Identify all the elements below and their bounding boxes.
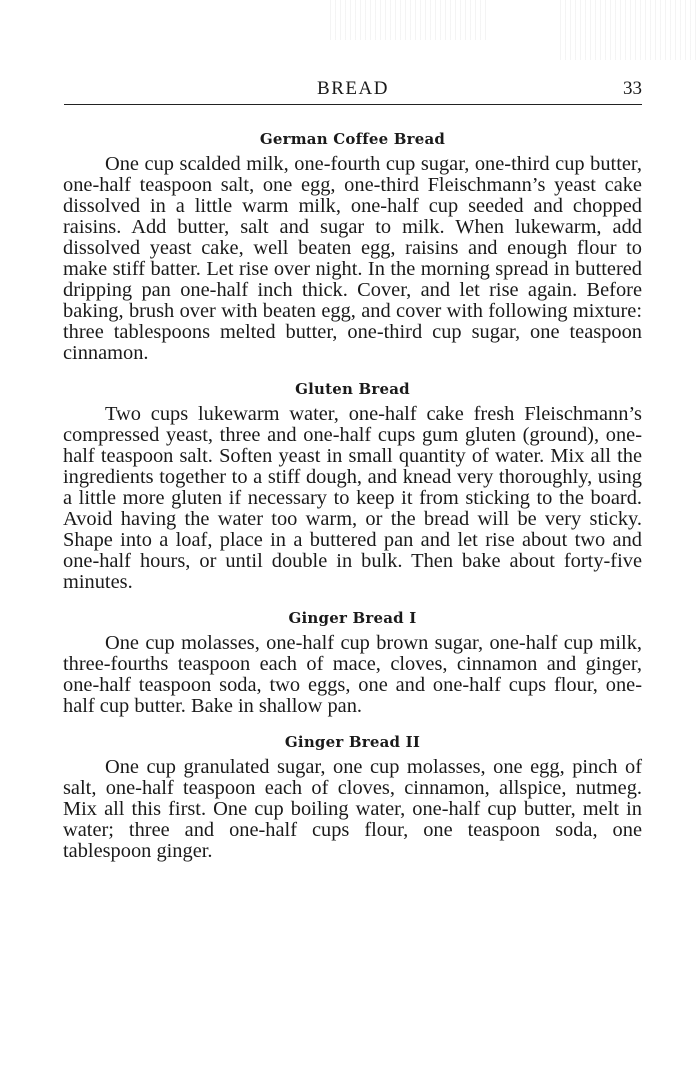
- page-number: 33: [623, 78, 642, 99]
- recipe-title: German Coffee Bread: [259, 130, 446, 148]
- recipe-title: Ginger Bread I: [288, 609, 417, 627]
- recipe-body: One cup molasses, one-half cup brown sugar, one-half cup milk, three-fourths teaspoon each of mace, cloves, cinnamon and ginger, one-half teaspoon soda, two eggs, one and one-half cups flour, one-half cup butter. Bake in shallow pan.: [63, 632, 642, 717]
- recipe-title: Gluten Bread: [295, 380, 410, 398]
- recipe-body: One cup granulated sugar, one cup molasses, one egg, pinch of salt, one-half teaspoon each of cloves, cinnamon, allspice, nutmeg. Mix all this first. One cup boiling water, one-half cup butter, melt in water; three and one-half cups flour, one teaspoon soda, one tablespoon ginger.: [63, 756, 642, 862]
- recipe-title: Ginger Bread II: [284, 733, 421, 751]
- scan-artifact: [560, 0, 700, 60]
- running-head: [64, 78, 642, 102]
- recipe-body: One cup scalded milk, one-fourth cup sugar, one-third cup butter, one-half teaspoon salt, one egg, one-third Fleischmann’s yeast cake dissolved in a little warm milk, one-half cup seeded and chopped raisins. Add butter, salt and sugar to milk. When lukewarm, add dissolved yeast cake, well beaten egg, raisins and enough flour to make stiff batter. Let rise over night. In the morning spread in buttered dripping pan one-half inch thick. Cover, and let rise again. Before baking, brush over with beaten egg, and cover with following mixture: three tablespoons melted butter, one-third cup sugar, one teaspoon cinnamon.: [63, 153, 642, 364]
- header-rule: [64, 104, 642, 105]
- scan-artifact: [330, 0, 490, 40]
- recipe-list: [63, 122, 642, 878]
- running-head-title: BREAD: [317, 78, 389, 99]
- recipe-body: Two cups lukewarm water, one-half cake fresh Fleischmann’s compressed yeast, three and one-half cups gum gluten (ground), one-half teaspoon salt. Soften yeast in small quantity of water. Mix all the ingredients together to a stiff dough, and knead very thoroughly, using a little more gluten if necessary to keep it from sticking to the board. Avoid having the water too warm, or the bread will be very sticky. Shape into a loaf, place in a buttered pan and let rise about two and one-half hours, or until double in bulk. Then bake about forty-five minutes.: [63, 403, 642, 593]
